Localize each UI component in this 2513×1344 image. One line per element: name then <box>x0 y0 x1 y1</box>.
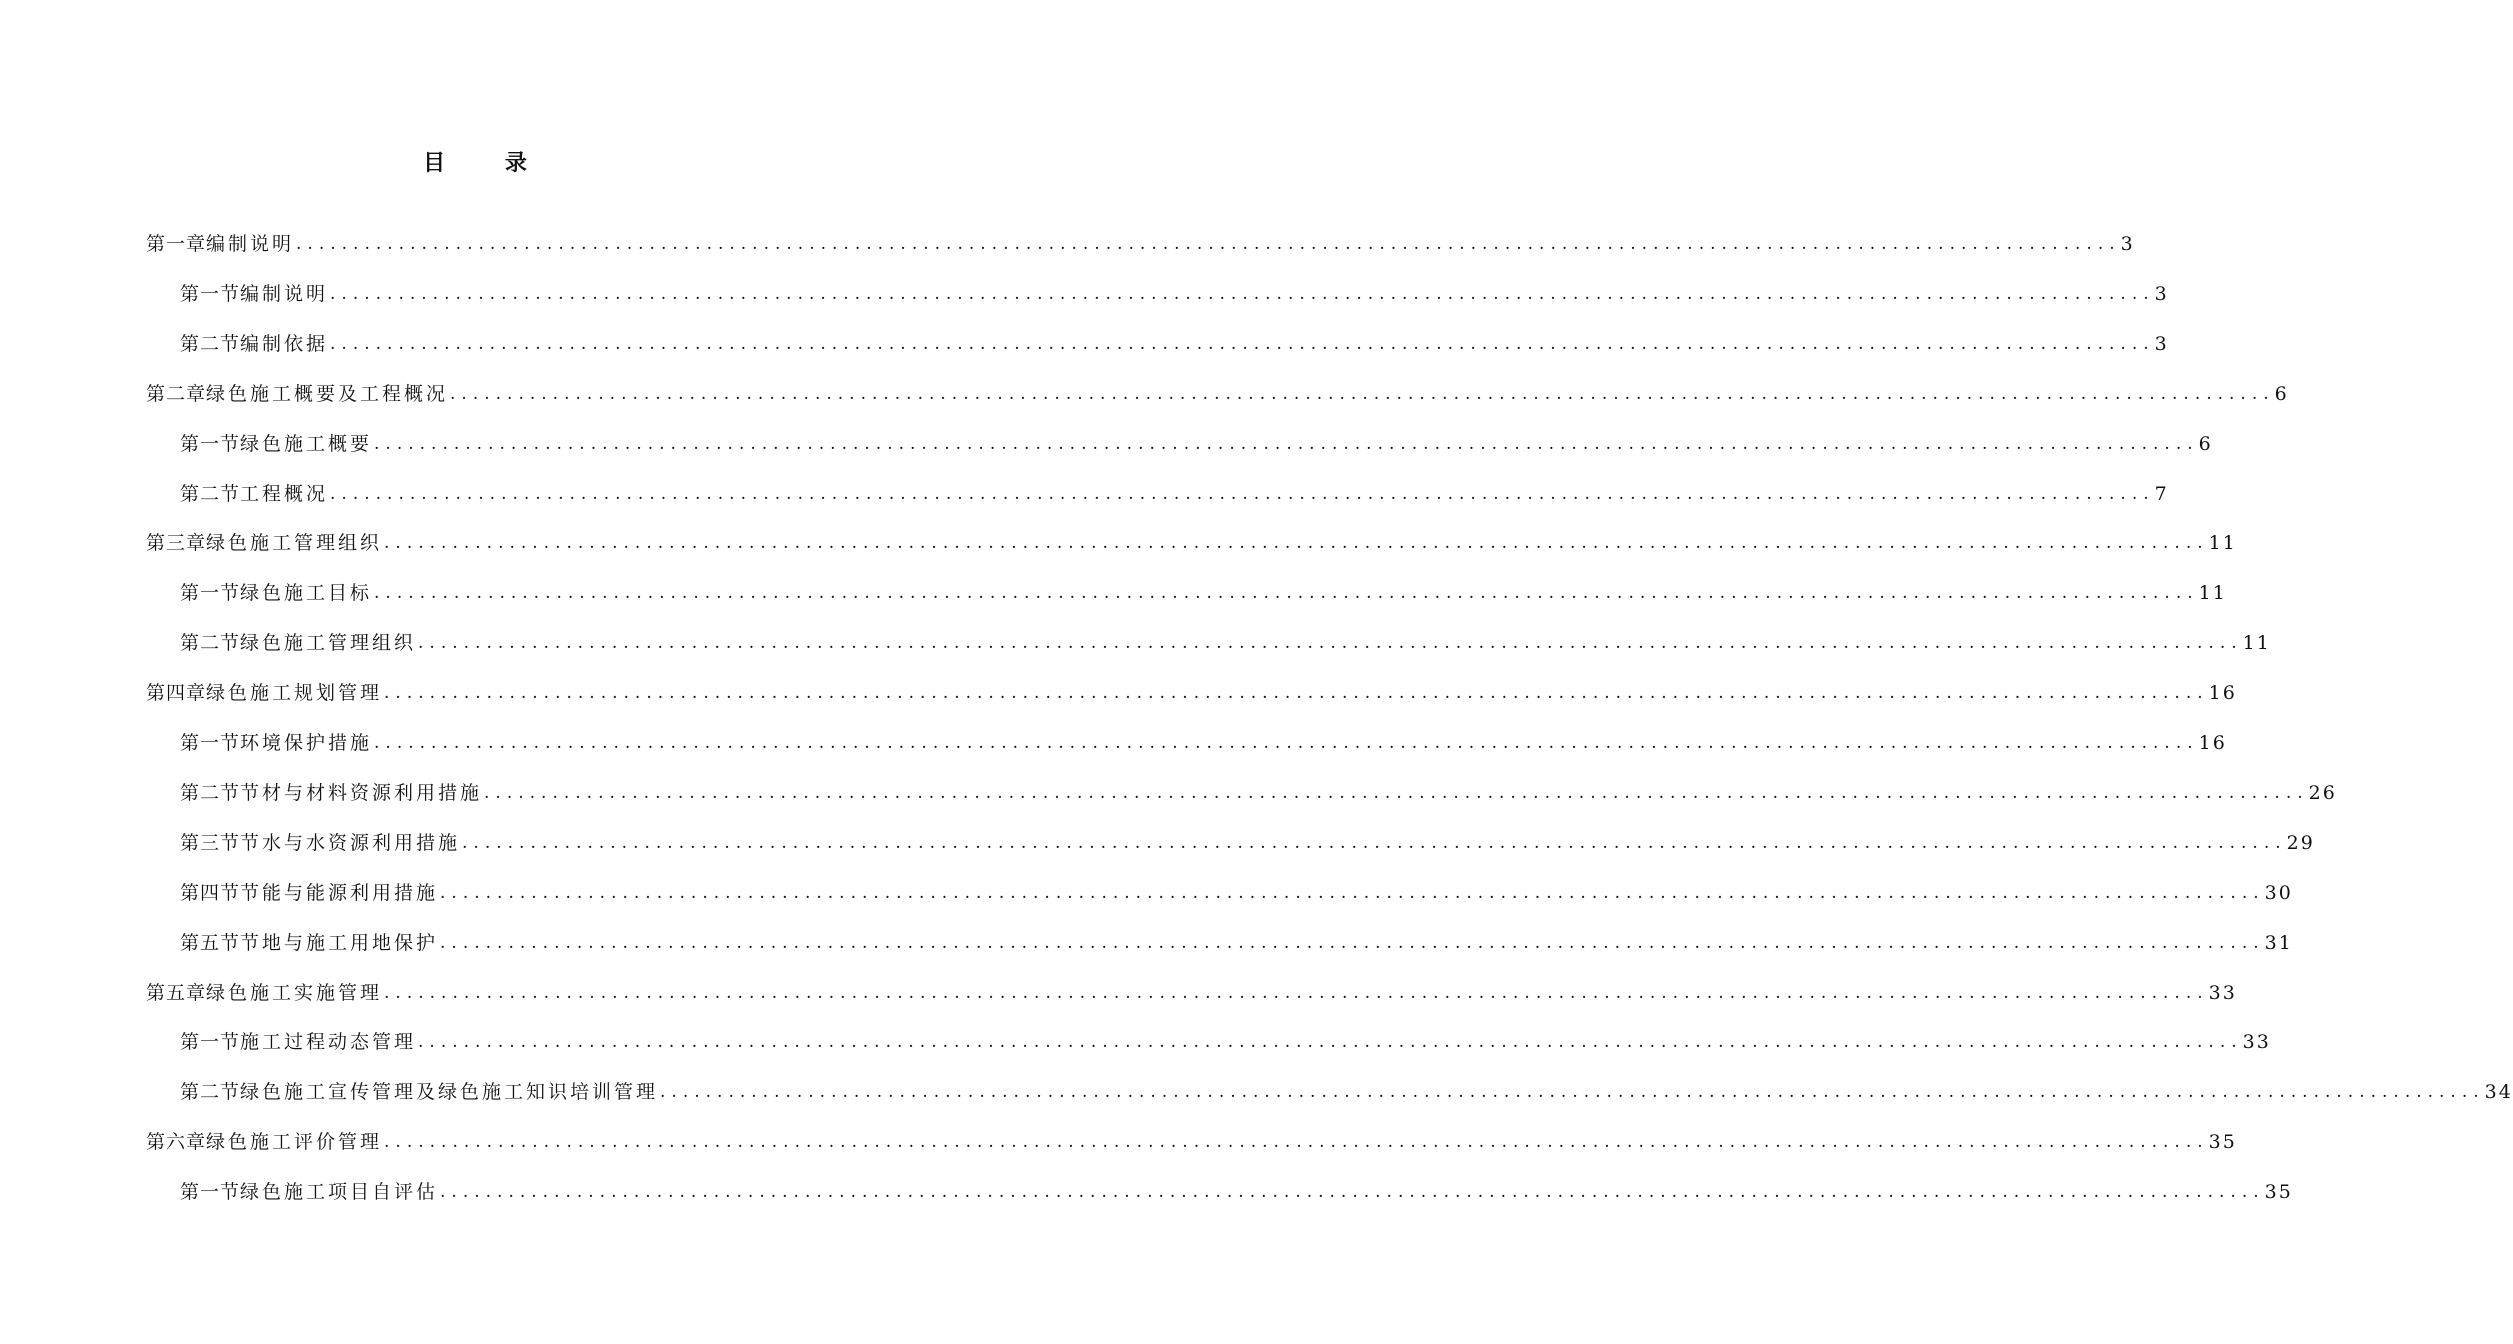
toc-entry-number: 第一节 <box>180 432 241 455</box>
toc-entry-title: 编制依据 <box>240 332 329 355</box>
toc-dot-leader: ................................................................................................................................................................ <box>462 832 2287 853</box>
toc-entry-section[interactable] <box>0 472 2169 506</box>
toc-entry-title: 绿色施工评价管理 <box>206 1131 383 1154</box>
toc-dot-leader: ................................................................................................................................................................ <box>440 932 2265 953</box>
page-title: 目 录 <box>423 150 553 176</box>
toc-page-number: 11 <box>2198 582 2227 605</box>
toc-entry-title: 绿色施工概要 <box>240 432 373 455</box>
toc-entry-section[interactable] <box>0 422 2213 456</box>
toc-entry-section[interactable] <box>0 621 2271 655</box>
toc-entry-number: 第三节 <box>180 831 241 854</box>
toc-page-number: 29 <box>2286 831 2315 854</box>
toc-page-number: 11 <box>2208 532 2237 555</box>
toc-dot-leader: ................................................................................................................................................................ <box>384 1132 2209 1153</box>
toc-page-number: 3 <box>2154 282 2169 305</box>
toc-dot-leader: ................................................................................................................................................................ <box>384 683 2209 704</box>
toc-entry-number: 第一章 <box>146 233 207 255</box>
toc-entry-number: 第五节 <box>180 931 241 954</box>
toc-entry-title: 节材与材料资源利用措施 <box>240 781 483 804</box>
toc-dot-leader: ................................................................................................................................................................ <box>330 283 2155 304</box>
toc-entry-section[interactable] <box>0 322 2169 356</box>
toc-page-number: 6 <box>2274 382 2289 405</box>
toc-entry-chapter[interactable] <box>0 222 2135 256</box>
toc-dot-leader: ................................................................................................................................................................ <box>374 433 2199 454</box>
toc-entry-number: 第二节 <box>180 332 241 355</box>
toc-entry-title: 绿色施工宣传管理及绿色施工知识培训管理 <box>240 1081 659 1104</box>
toc-page-number: 30 <box>2264 881 2293 904</box>
toc-entry-number: 第一节 <box>180 1181 241 1204</box>
toc-page-number: 16 <box>2198 732 2227 754</box>
toc-page-number: 33 <box>2208 981 2237 1004</box>
toc-page-number: 6 <box>2198 432 2213 455</box>
toc-page-number: 35 <box>2264 1181 2293 1204</box>
toc-entry-section[interactable] <box>0 721 2227 755</box>
toc-dot-leader: ................................................................................................................................................................ <box>384 533 2209 554</box>
toc-entry-number: 第五章 <box>146 981 207 1004</box>
toc-entry-number: 第一节 <box>180 282 241 305</box>
toc-page-number: 7 <box>2154 482 2169 505</box>
toc-entry-number: 第一节 <box>180 1031 241 1054</box>
toc-entry-title: 绿色施工管理组织 <box>206 532 383 555</box>
toc-page-number: 31 <box>2264 931 2293 954</box>
toc-entry-section[interactable] <box>0 871 2293 905</box>
toc-dot-leader: ................................................................................................................................................................ <box>440 882 2265 903</box>
toc-entry-number: 第四节 <box>180 881 241 904</box>
toc-page-number: 11 <box>2242 632 2271 655</box>
toc-page-number: 16 <box>2208 682 2237 705</box>
toc-dot-leader: ................................................................................................................................................................ <box>484 782 2309 803</box>
toc-entry-number: 第四章 <box>146 682 207 705</box>
toc-dot-leader: ................................................................................................................................................................ <box>296 234 2121 254</box>
toc-entry-chapter[interactable] <box>0 521 2237 555</box>
toc-page-number: 26 <box>2308 781 2337 804</box>
toc-page-number: 3 <box>2120 233 2135 255</box>
toc-entry-chapter[interactable] <box>0 971 2237 1005</box>
toc-dot-leader: ................................................................................................................................................................ <box>450 383 2275 404</box>
toc-page-number: 34 <box>2484 1081 2513 1104</box>
toc-entry-section[interactable] <box>0 921 2293 955</box>
toc-dot-leader: ................................................................................................................................................................ <box>440 1182 2265 1203</box>
toc-entry-number: 第二节 <box>180 1081 241 1104</box>
toc-entry-title: 工程概况 <box>240 482 329 505</box>
toc-dot-leader: ................................................................................................................................................................ <box>384 982 2209 1003</box>
toc-entry-number: 第一节 <box>180 732 241 754</box>
toc-dot-leader: ................................................................................................................................................................ <box>418 1032 2243 1053</box>
toc-entry-section[interactable] <box>0 571 2227 605</box>
toc-entry-number: 第三章 <box>146 532 207 555</box>
toc-entry-number: 第六章 <box>146 1131 207 1154</box>
toc-entry-title: 节地与施工用地保护 <box>240 931 439 954</box>
toc-entry-title: 绿色施工规划管理 <box>206 682 383 705</box>
toc-dot-leader: ................................................................................................................................................................ <box>374 733 2199 753</box>
toc-entry-title: 绿色施工实施管理 <box>206 981 383 1004</box>
toc-entry-section[interactable] <box>0 1070 2513 1104</box>
toc-page-number: 35 <box>2208 1131 2237 1154</box>
toc-entry-number: 第一节 <box>180 582 241 605</box>
toc-entry-title: 绿色施工目标 <box>240 582 373 605</box>
toc-entry-chapter[interactable] <box>0 372 2289 406</box>
toc-entry-title: 绿色施工概要及工程概况 <box>206 382 449 405</box>
toc-dot-leader: ................................................................................................................................................................ <box>418 633 2243 654</box>
toc-entry-section[interactable] <box>0 1170 2293 1204</box>
toc-entry-section[interactable] <box>0 272 2169 306</box>
toc-dot-leader: ................................................................................................................................................................ <box>660 1082 2485 1103</box>
toc-entry-title: 绿色施工项目自评估 <box>240 1181 439 1204</box>
toc-entry-number: 第二节 <box>180 632 241 655</box>
toc-entry-section[interactable] <box>0 1020 2271 1054</box>
toc-entry-title: 编制说明 <box>240 282 329 305</box>
toc-entry-title: 绿色施工管理组织 <box>240 632 417 655</box>
toc-entry-title: 节水与水资源利用措施 <box>240 831 461 854</box>
toc-entry-number: 第二节 <box>180 781 241 804</box>
toc-page-number: 3 <box>2154 332 2169 355</box>
toc-entry-number: 第二节 <box>180 482 241 505</box>
toc-entry-title: 节能与能源利用措施 <box>240 881 439 904</box>
toc-entry-number: 第二章 <box>146 382 207 405</box>
toc-entry-section[interactable] <box>0 771 2337 805</box>
toc-dot-leader: ................................................................................................................................................................ <box>330 483 2155 504</box>
toc-dot-leader: ................................................................................................................................................................ <box>330 333 2155 354</box>
toc-entry-title: 施工过程动态管理 <box>240 1031 417 1054</box>
toc-entry-chapter[interactable] <box>0 671 2237 705</box>
toc-entry-title: 环境保护措施 <box>240 732 373 754</box>
toc-entry-title: 编制说明 <box>206 233 295 255</box>
toc-entry-section[interactable] <box>0 821 2315 855</box>
toc-page-number: 33 <box>2242 1031 2271 1054</box>
toc-dot-leader: ................................................................................................................................................................ <box>374 583 2199 604</box>
toc-entry-chapter[interactable] <box>0 1120 2237 1154</box>
